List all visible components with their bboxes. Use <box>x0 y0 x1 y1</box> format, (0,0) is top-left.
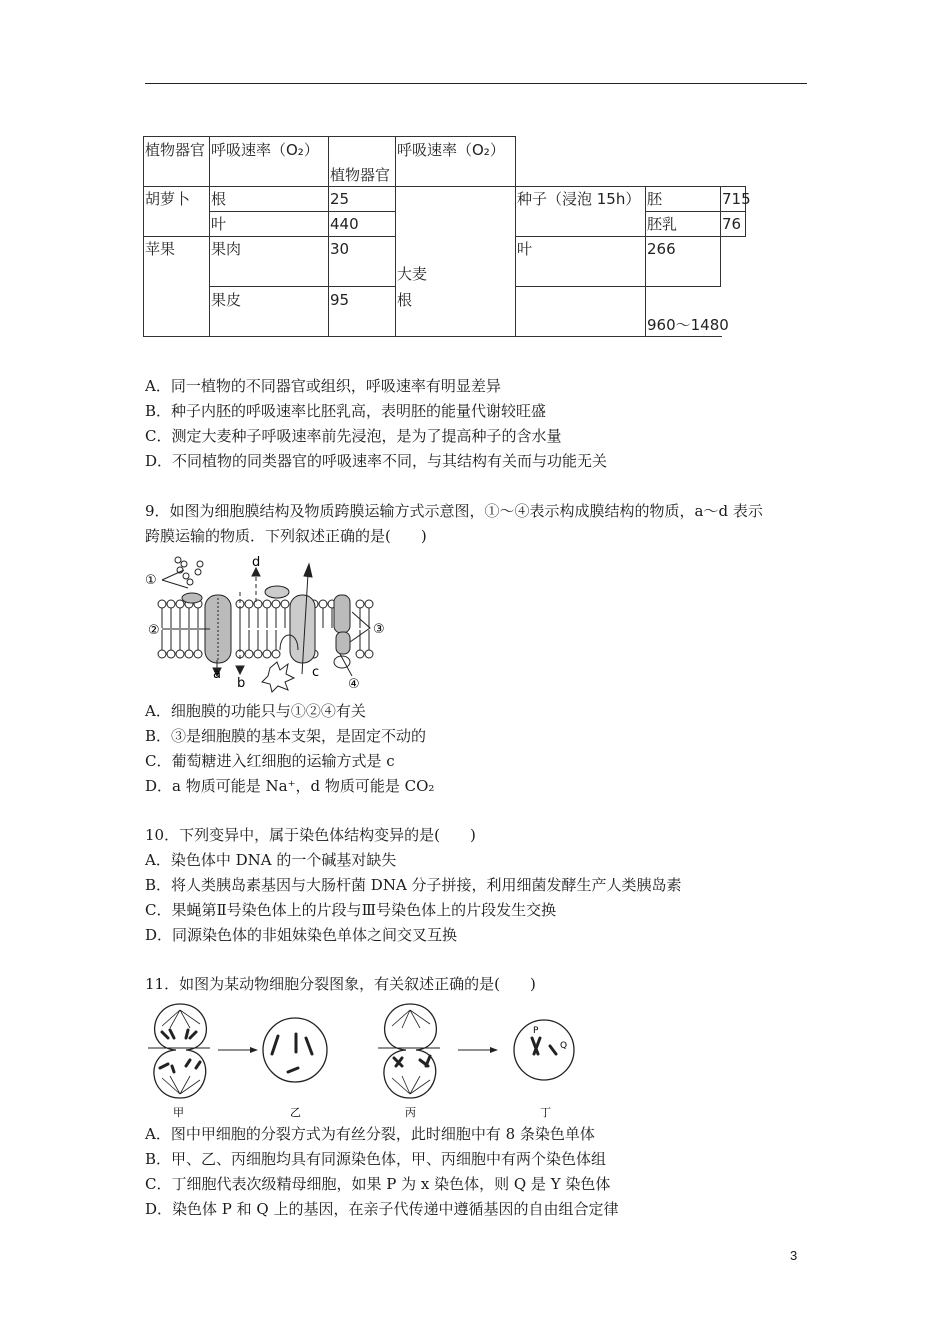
q9-stem-line1: 9．如图为细胞膜结构及物质跨膜运输方式示意图，①～④表示构成膜结构的物质，a～d 表示 <box>145 502 763 520</box>
q10-stem: 10．下列变异中，属于染色体结构变异的是( ) <box>145 826 476 844</box>
cell-carrot: 胡萝卜 <box>145 190 191 208</box>
header-rate: 呼吸速率（O₂） <box>211 141 319 159</box>
cell-apple: 苹果 <box>145 240 176 258</box>
q8-option-b: B．种子内胚的呼吸速率比胚乳高，表明胚的能量代谢较旺盛 <box>145 402 547 420</box>
q11-stem: 11．如图为某动物细胞分裂图象，有关叙述正确的是( ) <box>145 975 536 993</box>
label-jia: 甲 <box>173 1106 184 1119</box>
cell-715: 715 <box>722 190 751 208</box>
label-a: a <box>213 667 221 682</box>
q9-option-b: B．③是细胞膜的基本支架，是固定不动的 <box>145 727 427 745</box>
q10-option-a: A．染色体中 DNA 的一个碱基对缺失 <box>145 851 397 869</box>
q10-option-b: B．将人类胰岛素基因与大肠杆菌 DNA 分子拼接，利用细菌发酵生产人类胰岛素 <box>145 876 682 894</box>
cell-root: 根 <box>211 190 227 208</box>
label-q: Q <box>560 1041 568 1051</box>
q11-option-d: D．染色体 P 和 Q 上的基因，在亲子代传递中遵循基因的自由组合定律 <box>145 1200 619 1218</box>
cell-25: 25 <box>330 190 350 208</box>
q11-option-c: C．丁细胞代表次级精母细胞，如果 P 为 x 染色体，则 Q 是 Y 染色体 <box>145 1175 611 1193</box>
page-number: 3 <box>790 1248 798 1263</box>
label-yi: 乙 <box>290 1106 301 1119</box>
q8-option-a: A．同一植物的不同器官或组织，呼吸速率有明显差异 <box>145 377 501 395</box>
label-d: d <box>252 555 261 570</box>
q9-stem-line2: 跨膜运输的物质．下列叙述正确的是( ) <box>145 527 427 545</box>
header-organ: 植物器官 <box>145 141 206 159</box>
cell-440: 440 <box>330 215 359 233</box>
cell-seed: 种子（浸泡 15h） <box>517 190 641 208</box>
cell-endosperm: 胚乳 <box>647 215 678 233</box>
q9-option-c: C．葡萄糖进入红细胞的运输方式是 c <box>145 752 395 770</box>
header-organ-2: 植物器官 <box>330 166 391 184</box>
label-1: ① <box>145 573 157 588</box>
header-rule <box>145 83 807 84</box>
q8-option-d: D．不同植物的同类器官的呼吸速率不同，与其结构有关而与功能无关 <box>145 452 608 470</box>
cell-root-value: 960～1480 <box>647 316 729 334</box>
label-3: ③ <box>373 622 385 637</box>
label-bing: 丙 <box>405 1106 416 1119</box>
label-ding: 丁 <box>540 1106 551 1119</box>
q9-option-d: D．a 物质可能是 Na⁺，d 物质可能是 CO₂ <box>145 777 435 795</box>
label-b: b <box>237 676 246 691</box>
q8-option-c: C．测定大麦种子呼吸速率前先浸泡，是为了提高种子的含水量 <box>145 427 562 445</box>
cell-root-2: 根 <box>397 291 413 309</box>
membrane-figure <box>140 550 400 695</box>
q10-option-c: C．果蝇第Ⅱ号染色体上的片段与Ⅲ号染色体上的片段发生交换 <box>145 901 557 919</box>
cell-266: 266 <box>647 240 676 258</box>
cell-95: 95 <box>330 291 350 309</box>
cell-30: 30 <box>330 240 350 258</box>
q11-option-a: A．图中甲细胞的分裂方式为有丝分裂，此时细胞中有 8 条染色单体 <box>145 1125 595 1143</box>
cell-leaf: 叶 <box>211 215 227 233</box>
cell-leaf-2: 叶 <box>517 240 533 258</box>
q11-option-b: B．甲、乙、丙细胞均具有同源染色体，甲、丙细胞中有两个染色体组 <box>145 1150 607 1168</box>
label-p: P <box>533 1026 539 1036</box>
cell-flesh: 果肉 <box>211 240 242 258</box>
cell-peel: 果皮 <box>211 291 242 309</box>
label-4: ④ <box>348 677 360 692</box>
cell-barley: 大麦 <box>397 265 428 283</box>
q9-option-a: A．细胞膜的功能只与①②④有关 <box>145 702 366 720</box>
header-rate-2: 呼吸速率（O₂） <box>397 141 505 159</box>
q10-option-d: D．同源染色体的非姐妹染色单体之间交叉互换 <box>145 926 458 944</box>
label-2: ② <box>148 623 160 638</box>
cell-embryo: 胚 <box>647 190 663 208</box>
label-c: c <box>312 665 320 680</box>
cell-division-figure <box>140 998 590 1120</box>
cell-76: 76 <box>722 215 742 233</box>
